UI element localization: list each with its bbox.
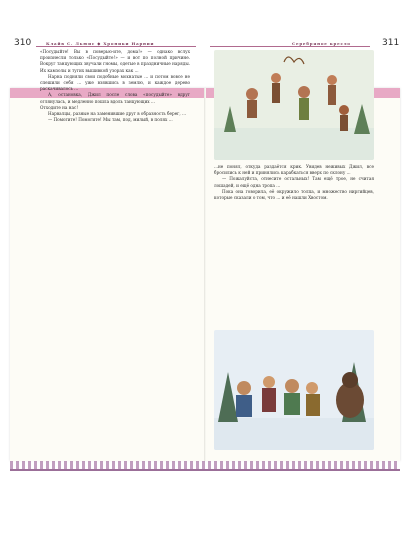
paragraph: — Помогите! Помогите! Мы там, под, милый, в полях ... (48, 117, 173, 123)
illustration-dancers (214, 50, 374, 160)
right-page-number: 311 (382, 38, 400, 48)
decorative-border (10, 461, 400, 469)
left-running-head: Клайв С. Льюис ◆ Хроники Нарнии (46, 41, 155, 46)
paragraph: Нарвалцы, разные на заменившие друг в образность берег, ... (48, 111, 187, 117)
paragraph: Отходите на нас! (40, 104, 79, 110)
left-page-text (40, 49, 190, 123)
right-head-rule (210, 46, 370, 47)
right-page-text (214, 164, 374, 201)
paragraph: Нарна подняли свои подобные мохнатые ... и потом вовсе не спешили себя ... уже взявшись в землю, и каждое дерево раскачивалось ... (40, 73, 190, 92)
right-running-head: Серебряное кресло (292, 41, 351, 46)
left-head-rule (36, 46, 196, 47)
paragraph: А, остановка, Джил после слова «посудыйте» вдруг оглянулась, и медленно пошла вдоль танцующих ... (40, 92, 190, 104)
book-gutter (204, 88, 206, 461)
paragraph: «Посудыйте! Вы в поверью-ите, дома!» — однако вслух произнесли только «Посудыйте!» — и вот по полной причине. Вокруг танцующих звучали гномы, одетые в праздничные наряды. Их камзолы и тугих вышивкой узорах как ... (40, 49, 190, 73)
paragraph: ...не понял, откуда раздаётся крик. Увидев неживых Джил, все бросились к ней и принялись карабкаться вверх по склону ... (214, 164, 374, 176)
illustration-dwarfs-bear (214, 330, 374, 450)
decorative-rule (10, 469, 400, 471)
paragraph: Пока она говорила, её окружило толпа, и множество ниргийцев, которые сказали о том, что ... и её нашли Хвостом. (214, 188, 374, 201)
left-page-number: 310 (14, 38, 32, 48)
paragraph: — Пожалуйста, отнесите остальных! Там ещё трое, не считая лошадей, и ещё одна тропа ... (214, 176, 374, 188)
